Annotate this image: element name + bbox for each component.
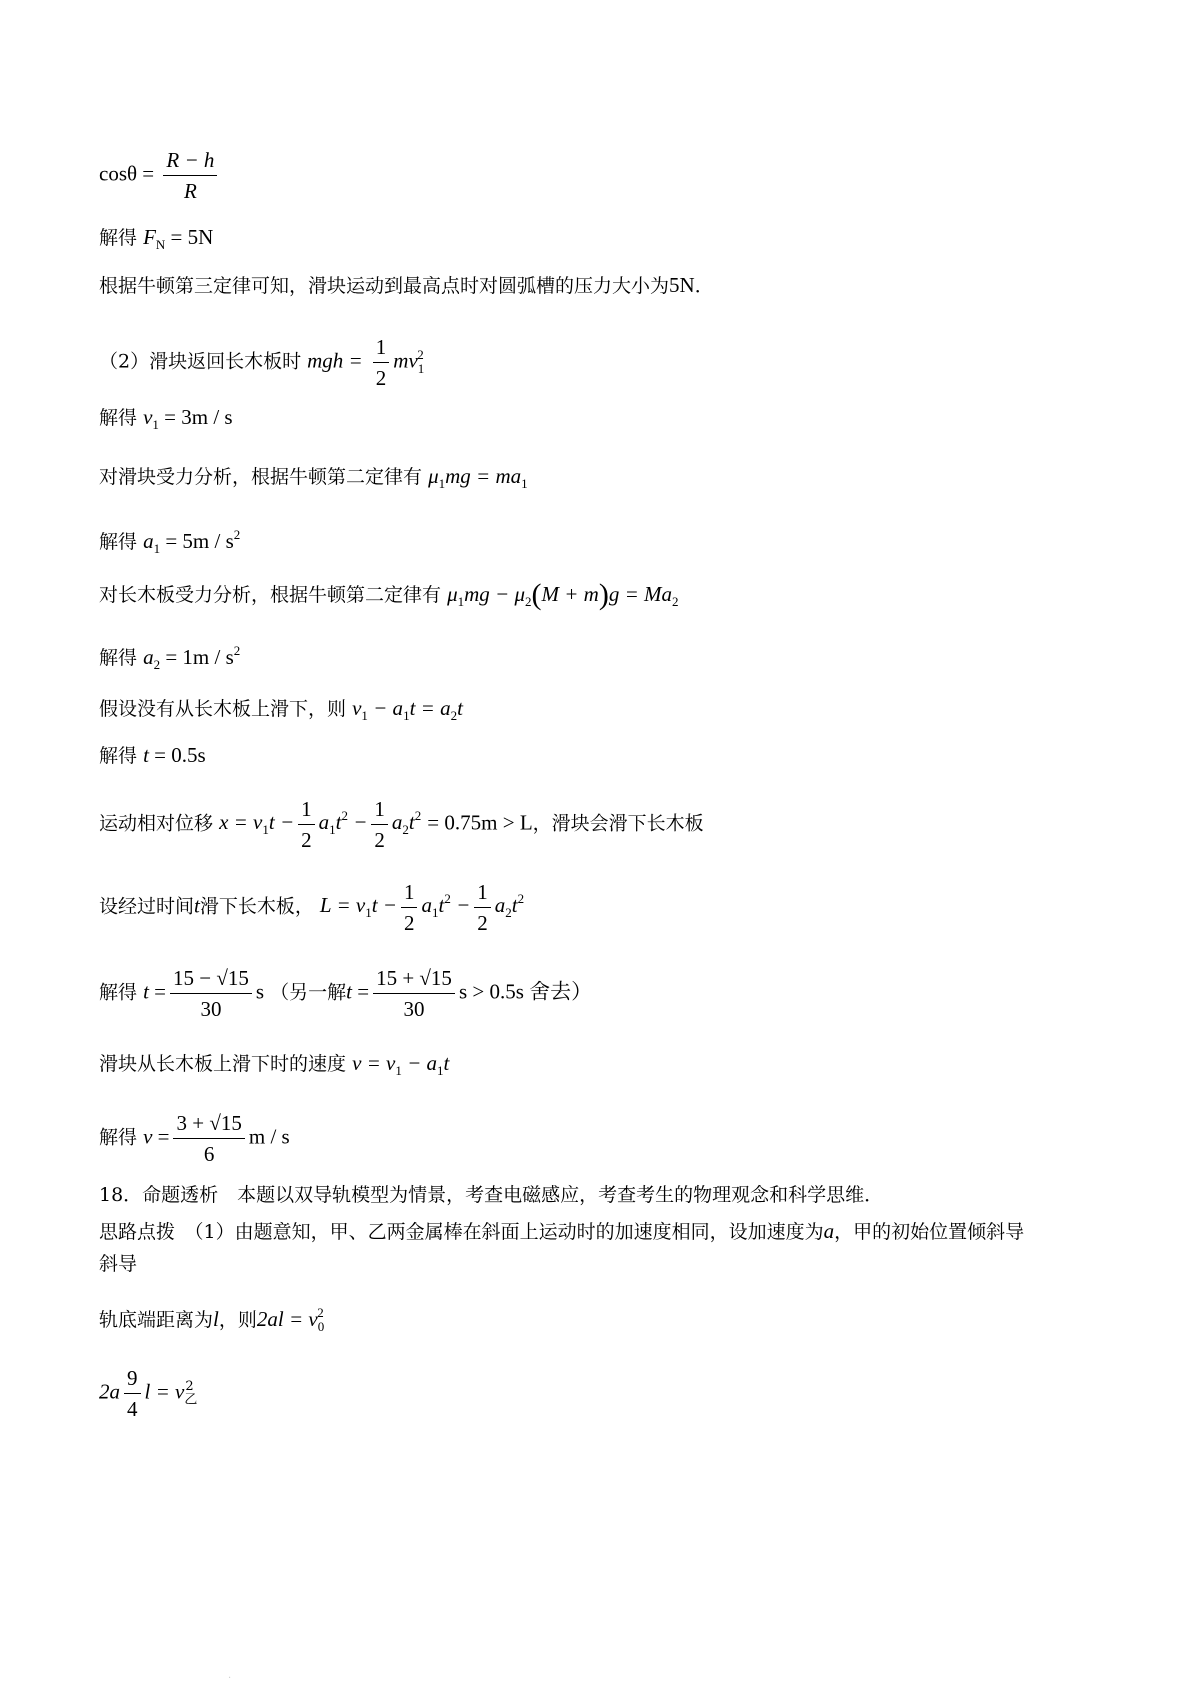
solve-t2-alt-tail: s > 0.5s 舍去） [458,979,593,1004]
relative-line [99,797,704,852]
solve-a2-line: 解得 $a_2 = 1m / s^2$ [99,643,241,672]
solve-a1-prefix: 解得 [99,531,138,553]
part2-num: 1 [373,335,390,363]
part2-prefix: （2）滑块返回长木板时 [99,350,302,373]
solve-v-line: 解得 v = $\frac{3 + √15}{6}$ m / s [99,1111,290,1166]
force-board-line [99,578,679,615]
final-den: 4 [127,1397,138,1421]
part2-fraction [373,335,390,390]
assume-time-eq: $L = v_1t$ − $\frac{1}{2}$ $a_1t^2$ − $\frac{1}{2}$ $a_2t^2$ [319,880,525,935]
final-rhs: l = v [144,1379,185,1404]
final-num: 9 [124,1366,141,1394]
part2-den: 2 [375,366,387,390]
third-law-end: ． [694,275,714,297]
cos-denominator: R [183,179,197,203]
assume-line [99,695,463,729]
solve-t2-alt-open: （另一解 [270,981,347,1004]
force-block-eq: $\mu_1mg = ma_1$ [428,464,528,491]
cos-fraction [163,148,217,203]
part2-rhs: mv [393,348,418,373]
solve-t-expr: = 0.5s [154,743,206,767]
solve-a2-prefix: 解得 [99,647,138,669]
part2-lhs: mgh = [307,348,363,373]
force-block-text: 对滑块受力分析，根据牛顿第二定律有 [99,466,423,488]
q18-hint-rest: ，甲的初始位置倾斜导 [834,1221,1025,1243]
q18-hint-cont [99,1251,137,1277]
solve-v1-line: 解得 $v_1 = 3m / s$ [99,405,233,432]
page-mark: · [228,1673,232,1684]
final-sub: 乙 [184,1392,198,1408]
solve-t2-fraction [170,966,252,1021]
relative-suffix: ，滑块会滑下长木板 [532,812,704,835]
cos-lhs: cosθ = [99,161,155,186]
solve-t2-alt-den: 30 [403,997,425,1021]
solve-t2-alt-num: 15 + √15 [373,966,455,994]
speed-leave-eq: $v = v_1 - a_1t$ [352,1051,450,1078]
final-fraction [124,1366,141,1421]
speed-leave-line [99,1050,449,1084]
solve-t2-unit: s [255,979,265,1004]
solve-v-num: 3 + √15 [173,1111,244,1139]
third-law-value: 5N [669,273,695,297]
part2-line: （2）滑块返回长木板时 mgh = $\frac{1}{2}$ $mv_1^2$ [99,335,425,390]
force-board-text: 对长木板受力分析，根据牛顿第二定律有 [99,584,442,606]
q18-next-var: l [213,1307,219,1331]
assume-eq: $v_1 - a_1t = a_2t$ [352,696,463,723]
solve-v1-prefix: 解得 [99,407,138,429]
solve-fn-prefix: 解得 [99,227,138,249]
assume-time-line: 设经过时间t滑下长木板， $L = v_1t$ − $\frac{1}{2}$ $a_1t^2$ − $\frac{1}{2}$ $a_2t^2$ [99,880,525,935]
relative-eq: $x = v_1t$ − $\frac{1}{2}$ $a_1t^2$ − $\frac{1}{2}$ $a_2t^2$ [219,797,422,852]
q18-title [99,1182,883,1208]
solve-v-fraction [173,1111,244,1166]
q18-title-text: 18．命题透析 本题以双导轨模型为情景，考查电磁感应，考查考生的物理观念和科学思维． [99,1184,884,1206]
relative-result: = 0.75m > L [427,810,533,835]
cos-numerator: R − h [163,148,217,176]
solve-fn-line: 解得 $F_N = 5N$ [99,225,214,252]
q18-next-text: 轨底端距离为 [99,1309,214,1331]
solve-t2-num: 15 − √15 [170,966,252,994]
solve-a2-expr: = 1m / s [165,645,234,669]
final-equation [99,1366,198,1421]
solve-v-den: 6 [203,1142,215,1166]
assume-time-mid: 滑下长木板， [199,895,314,918]
q18-hint-text: 思路点拨 （1）由题意知，甲、乙两金属棒在斜面上运动时的加速度相同，设加速度为 [99,1221,824,1243]
solve-t2-line: 解得 t = $\frac{15 - √15}{30}$ s （另一解t = $\frac{15 + √15}{30}$ s > 0.5s 舍去） [99,966,593,1021]
final-lhs: 2a [99,1379,120,1404]
force-board-eq: $\mu_1mg - \mu_2(M + m)g = Ma_2$ [447,578,679,611]
solve-a1-line: 解得 $a_1 = 5m / s^2$ [99,527,241,556]
third-law-line [99,272,714,299]
solve-v1-expr: = 3m / s [164,405,233,429]
q18-next: 轨底端距离为l，则$2al = v_0^2$ [99,1305,325,1334]
final-sup: 2 [185,1378,194,1394]
solve-t2-prefix: 解得 [99,981,138,1004]
speed-leave-text: 滑块从长木板上滑下时的速度 [99,1053,347,1075]
solve-t2-den: 30 [200,997,222,1021]
solve-v-unit: m / s [248,1124,290,1149]
solve-t2-alt-fraction [373,966,455,1021]
solve-t-prefix: 解得 [99,745,138,767]
force-block-line [99,463,528,497]
assume-text: 假设没有从长木板上滑下，则 [99,698,347,720]
solve-a1-expr: = 5m / s [165,529,234,553]
q18-next-eq: 2al = v [256,1307,318,1331]
solve-fn-expr: = 5N [170,225,214,249]
relative-prefix: 运动相对位移 [99,812,214,835]
cos-equation [99,148,221,203]
solve-v-prefix: 解得 [99,1126,138,1149]
solve-t-line: 解得 t = 0.5s [99,743,206,767]
assume-time-prefix: 设经过时间 [99,895,195,918]
third-law-text: 根据牛顿第三定律可知，滑块运动到最高点时对圆弧槽的压力大小为 [99,275,670,297]
q18-hint-var: a [823,1219,835,1243]
q18-hint-cont-text: 斜导 [99,1253,138,1275]
q18-next-mid: ，则 [218,1309,257,1331]
q18-hint [99,1218,1024,1245]
